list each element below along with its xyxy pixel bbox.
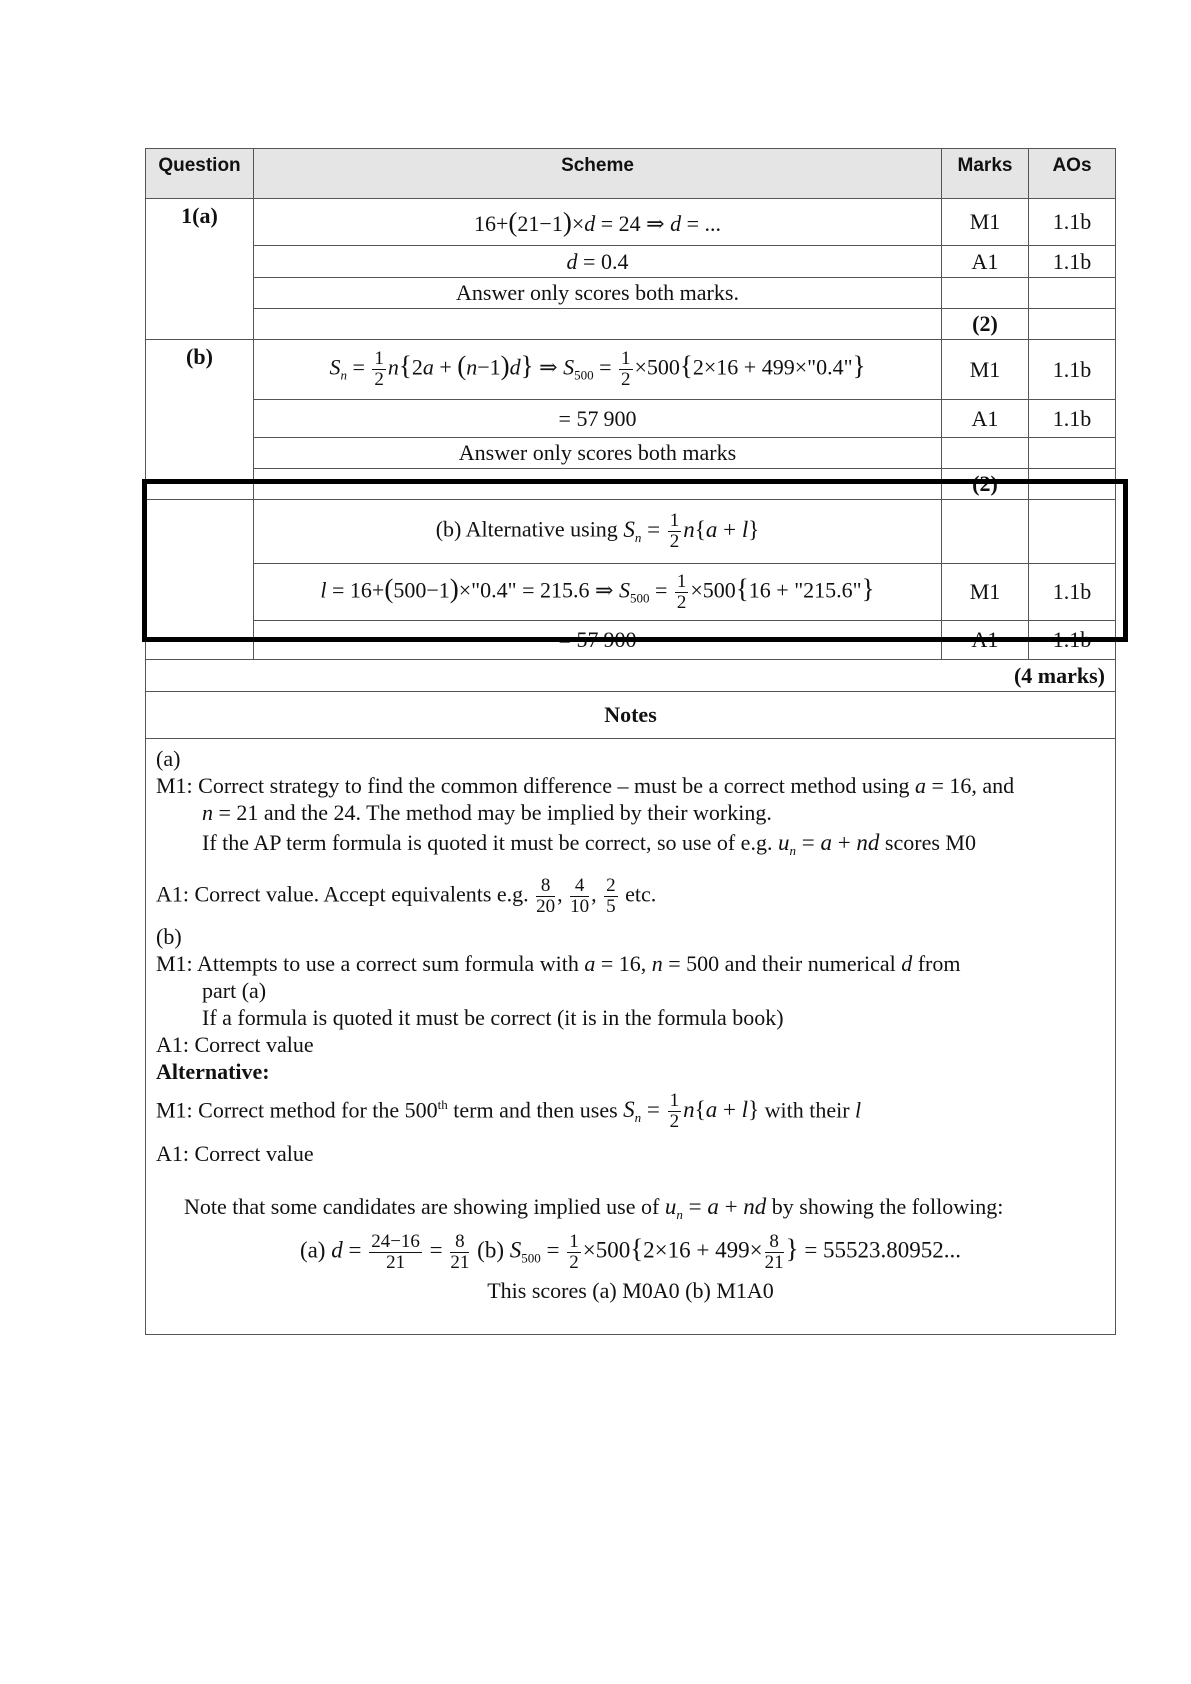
scheme-cell xyxy=(254,309,942,340)
ao-cell xyxy=(1029,469,1116,500)
notes-a-m1-cont: n = 21 and the 24. The method may be implied by their working. xyxy=(202,800,772,825)
header-scheme: Scheme xyxy=(254,149,942,199)
alternative-heading: (b) Alternative using $S_n$ = $\frac{1}{2}$ n{a + l} xyxy=(254,500,942,564)
scheme-cell xyxy=(254,469,942,500)
scheme-cell: d = 0.4 xyxy=(254,246,942,278)
table-row xyxy=(146,469,1116,500)
notes-body xyxy=(146,739,1116,1335)
table-row xyxy=(146,621,1116,660)
mark-cell: A1 xyxy=(942,246,1029,278)
header-marks: Marks xyxy=(942,149,1029,199)
ao-cell xyxy=(1029,500,1116,564)
table-row xyxy=(146,400,1116,438)
mark-cell: A1 xyxy=(942,621,1029,660)
notes-row xyxy=(146,739,1116,1335)
mark-cell xyxy=(942,438,1029,469)
scheme-cell: = 57 900 xyxy=(254,621,942,660)
scheme-cell: = 57 900 xyxy=(254,400,942,438)
ao-cell xyxy=(1029,278,1116,309)
table-row xyxy=(146,500,1116,564)
mark-scheme-table xyxy=(145,148,1116,1335)
notes-scores: This scores (a) M0A0 (b) M1A0 xyxy=(487,1278,774,1304)
question-cell xyxy=(146,500,254,660)
mark-cell: M1 xyxy=(942,340,1029,400)
notes-b-m1: M1: Attempts to use a correct sum formula with a = 16, n = 500 and their numerical d from xyxy=(156,950,961,976)
table-row xyxy=(146,309,1116,340)
notes-alternative-label: Alternative: xyxy=(156,1058,270,1084)
mark-cell: M1 xyxy=(942,199,1029,246)
notes-implied: Note that some candidates are showing implied use of $u_n = a$ + nd by showing the following: xyxy=(184,1194,1004,1223)
mark-cell: (2) xyxy=(942,469,1029,500)
table-row xyxy=(146,438,1116,469)
scheme-cell: l = 16+(500−1)×"0.4" = 215.6 ⇒ $S_{500}$ = $\frac{1}{2}$ ×500{16 + "215.6"} xyxy=(254,564,942,621)
scheme-cell: $S_n$ = $\frac{1}{2}$ n{2a + (n−1)d} ⇒ $S_{500}$ = $\frac{1}{2}$ ×500{2×16 + 499×"0.4"} xyxy=(254,340,942,400)
ao-cell: 1.1b xyxy=(1029,340,1116,400)
ao-cell xyxy=(1029,309,1116,340)
notes-a-m1-formula: If the AP term formula is quoted it must be correct, so use of e.g. $u_n = a$ + nd scores M0 xyxy=(202,830,976,858)
notes-example: (a) d = $\frac{24-16}{21}$ = $\frac{8}{21}$ (b) $S_{500}$ = $\frac{1}{2}$ ×500{2×16 + 499× $\frac{8}{21}$ } = 55523.80952... xyxy=(299,1231,962,1274)
notes-header-row xyxy=(146,692,1116,739)
ao-cell: 1.1b xyxy=(1029,564,1116,621)
notes-title: Notes xyxy=(146,692,1116,739)
notes-a-a1: A1: Correct value. Accept equivalents e.g. $\frac{8}{20}$ , $\frac{4}{10}$ , $\frac{2}{5}$ etc. xyxy=(156,875,657,917)
header-row xyxy=(146,149,1116,199)
notes-b-m1-formula: If a formula is quoted it must be correct (it is in the formula book) xyxy=(202,1004,784,1030)
notes-b-m1-cont: part (a) xyxy=(202,977,267,1003)
ao-cell: 1.1b xyxy=(1029,246,1116,278)
scheme-cell: 16+(21−1)×d = 24 ⇒ d = ... xyxy=(254,199,942,246)
header-aos: AOs xyxy=(1029,149,1116,199)
notes-alt-m1: M1: Correct method for the 500th term and then uses $S_n$ = $\frac{1}{2}$ n{a + l} with their l xyxy=(156,1090,862,1133)
notes-b-a1: A1: Correct value xyxy=(156,1031,314,1057)
table-row xyxy=(146,340,1116,400)
mark-cell: M1 xyxy=(942,564,1029,621)
ao-cell: 1.1b xyxy=(1029,199,1116,246)
mark-cell: (2) xyxy=(942,309,1029,340)
scheme-cell: Answer only scores both marks xyxy=(254,438,942,469)
ao-cell: 1.1b xyxy=(1029,621,1116,660)
mark-cell: A1 xyxy=(942,400,1029,438)
ao-cell xyxy=(1029,438,1116,469)
total-row xyxy=(146,660,1116,692)
scheme-cell: Answer only scores both marks. xyxy=(254,278,942,309)
question-label-1a: 1(a) xyxy=(146,199,254,340)
notes-a-m1: M1: Correct strategy to find the common difference – must be a correct method using a = 16, and xyxy=(156,773,1015,798)
mark-scheme-page xyxy=(145,148,1115,1335)
table-row xyxy=(146,278,1116,309)
table-row xyxy=(146,199,1116,246)
mark-cell xyxy=(942,500,1029,564)
total-marks: (4 marks) xyxy=(146,660,1116,692)
question-label-1b: (b) xyxy=(146,340,254,500)
notes-a-label: (a) xyxy=(156,746,181,771)
mark-cell xyxy=(942,278,1029,309)
table-row xyxy=(146,564,1116,621)
ao-cell: 1.1b xyxy=(1029,400,1116,438)
table-row xyxy=(146,246,1116,278)
header-question: Question xyxy=(146,149,254,199)
notes-alt-a1: A1: Correct value xyxy=(156,1141,314,1167)
notes-b-label: (b) xyxy=(156,923,182,949)
